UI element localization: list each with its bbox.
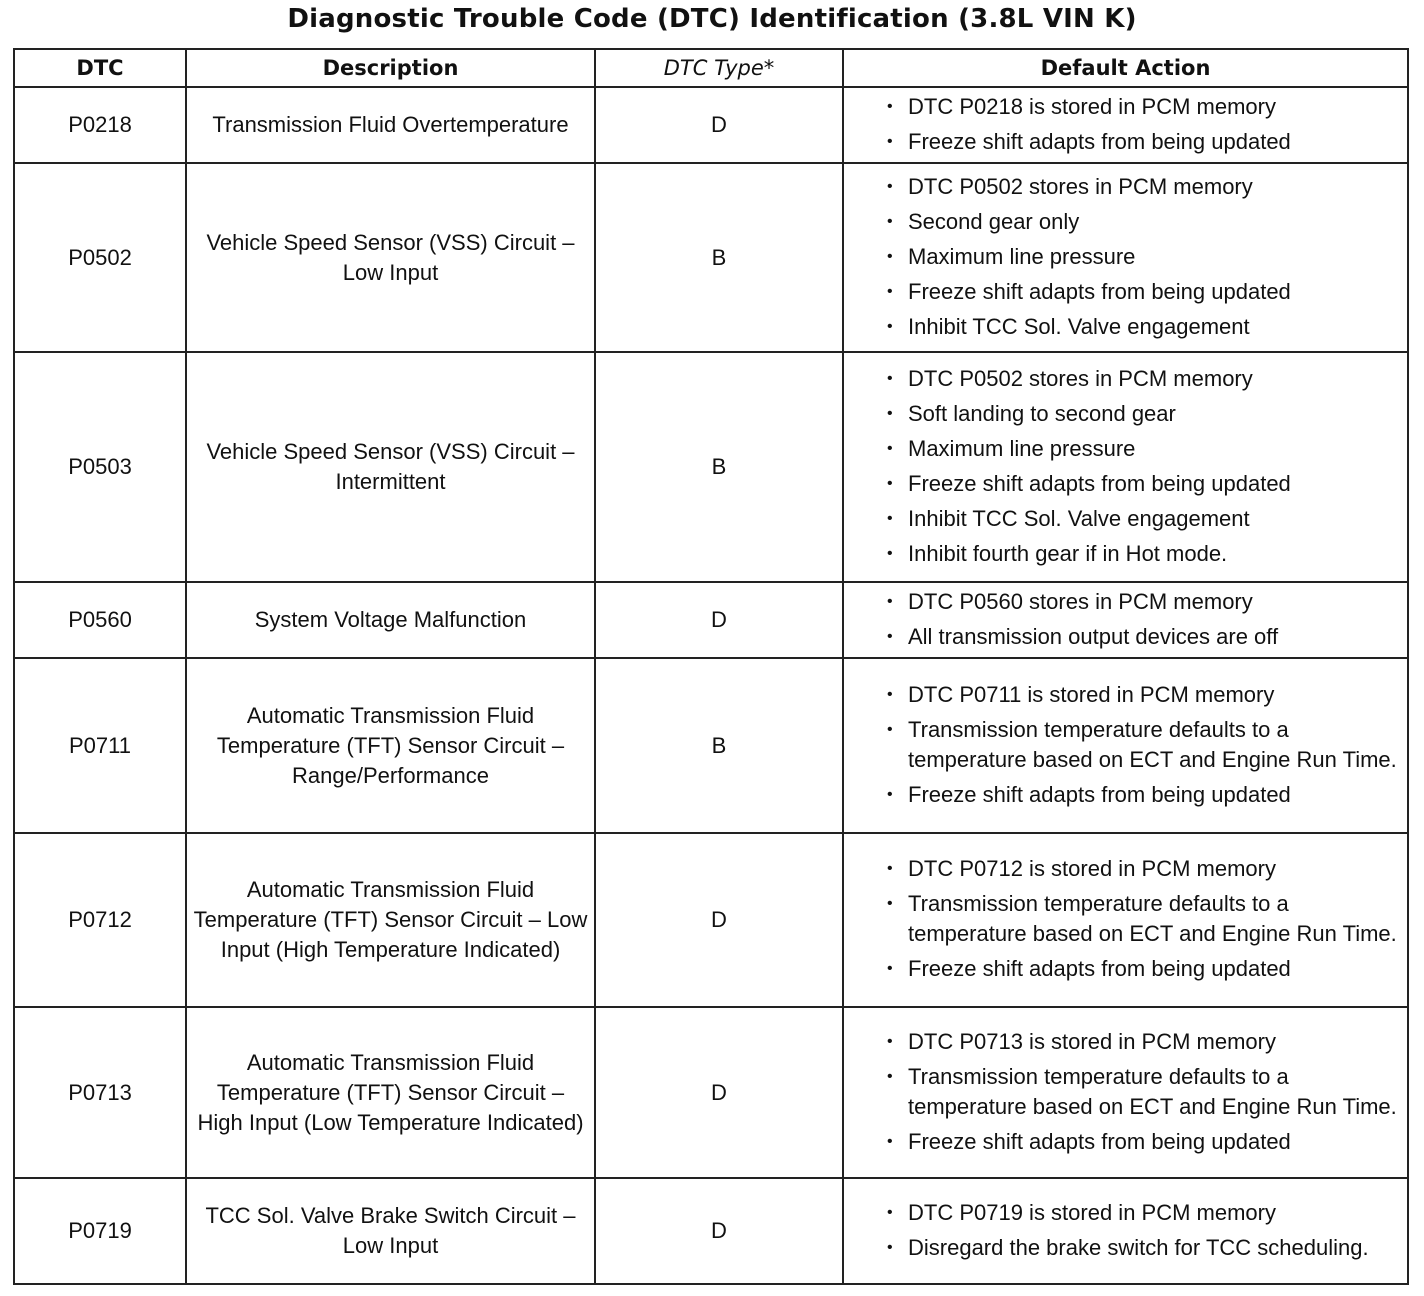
action-item: • Second gear only [850,207,1401,237]
action-item: • DTC P0502 stores in PCM memory [850,364,1401,394]
default-action-cell [843,1007,1408,1178]
action-item: • Transmission temperature defaults to a temperature based on ECT and Engine Run Time. [850,889,1401,949]
action-item: • Transmission temperature defaults to a temperature based on ECT and Engine Run Time. [850,1062,1401,1122]
action-item: • Inhibit TCC Sol. Valve engagement [850,504,1401,534]
table-row [14,1178,1408,1284]
dtc-code-cell: P0713 [14,1007,186,1178]
table-row [14,352,1408,582]
action-item: • Freeze shift adapts from being updated [850,277,1401,307]
action-item: • Inhibit TCC Sol. Valve engagement [850,312,1401,342]
default-action-cell [843,582,1408,658]
description-cell: Automatic Transmission Fluid Temperature (TFT) Sensor Circuit – High Input (Low Temperature Indicated) [186,1007,595,1178]
description-cell: Vehicle Speed Sensor (VSS) Circuit – Intermittent [186,352,595,582]
dtc-type-cell: D [595,582,843,658]
dtc-type-cell: D [595,87,843,163]
action-item: • Transmission temperature defaults to a temperature based on ECT and Engine Run Time. [850,715,1401,775]
action-item: • DTC P0712 is stored in PCM memory [850,854,1401,884]
dtc-type-cell: B [595,658,843,833]
description-cell: Automatic Transmission Fluid Temperature (TFT) Sensor Circuit – Range/Performance [186,658,595,833]
header-dtc: DTC [14,49,186,87]
action-item: • Freeze shift adapts from being updated [850,1127,1401,1157]
header-row [14,49,1408,87]
default-action-cell [843,163,1408,352]
dtc-type-cell: B [595,352,843,582]
action-list [850,1027,1401,1157]
action-list [850,364,1401,569]
dtc-type-cell: D [595,1178,843,1284]
dtc-type-cell: D [595,833,843,1007]
table-row [14,163,1408,352]
action-list [850,680,1401,810]
dtc-type-cell: B [595,163,843,352]
action-item: • Maximum line pressure [850,434,1401,464]
dtc-code-cell: P0503 [14,352,186,582]
action-item: • DTC P0502 stores in PCM memory [850,172,1401,202]
header-dtc-type: DTC Type* [595,49,843,87]
table-row [14,87,1408,163]
dtc-code-cell: P0218 [14,87,186,163]
table-row [14,582,1408,658]
default-action-cell [843,658,1408,833]
action-list [850,587,1401,652]
description-cell: Automatic Transmission Fluid Temperature (TFT) Sensor Circuit – Low Input (High Temperature Indicated) [186,833,595,1007]
description-cell: TCC Sol. Valve Brake Switch Circuit – Low Input [186,1178,595,1284]
dtc-code-cell: P0502 [14,163,186,352]
action-item: • Freeze shift adapts from being updated [850,469,1401,499]
action-item: • Disregard the brake switch for TCC scheduling. [850,1233,1401,1263]
dtc-code-cell: P0719 [14,1178,186,1284]
header-default-action: Default Action [843,49,1408,87]
dtc-code-cell: P0711 [14,658,186,833]
action-list [850,1198,1401,1263]
action-item: • Freeze shift adapts from being updated [850,954,1401,984]
dtc-code-cell: P0712 [14,833,186,1007]
description-cell: Vehicle Speed Sensor (VSS) Circuit – Low Input [186,163,595,352]
action-item: • Freeze shift adapts from being updated [850,780,1401,810]
dtc-table [13,48,1409,1285]
action-item: • Freeze shift adapts from being updated [850,127,1401,157]
action-item: • All transmission output devices are off [850,622,1401,652]
dtc-code-cell: P0560 [14,582,186,658]
action-item: • DTC P0218 is stored in PCM memory [850,92,1401,122]
description-cell: System Voltage Malfunction [186,582,595,658]
description-cell: Transmission Fluid Overtemperature [186,87,595,163]
table-row [14,833,1408,1007]
action-list [850,854,1401,984]
default-action-cell [843,87,1408,163]
action-list [850,172,1401,342]
default-action-cell [843,352,1408,582]
page-title: Diagnostic Trouble Code (DTC) Identification (3.8L VIN K) [287,4,1137,34]
action-item: • DTC P0719 is stored in PCM memory [850,1198,1401,1228]
action-item: • DTC P0560 stores in PCM memory [850,587,1401,617]
action-item: • Inhibit fourth gear if in Hot mode. [850,539,1401,569]
default-action-cell [843,1178,1408,1284]
dtc-type-cell: D [595,1007,843,1178]
action-item: • Maximum line pressure [850,242,1401,272]
action-item: • Soft landing to second gear [850,399,1401,429]
header-description: Description [186,49,595,87]
action-list [850,92,1401,157]
default-action-cell [843,833,1408,1007]
action-item: • DTC P0713 is stored in PCM memory [850,1027,1401,1057]
table-row [14,1007,1408,1178]
action-item: • DTC P0711 is stored in PCM memory [850,680,1401,710]
table-row [14,658,1408,833]
